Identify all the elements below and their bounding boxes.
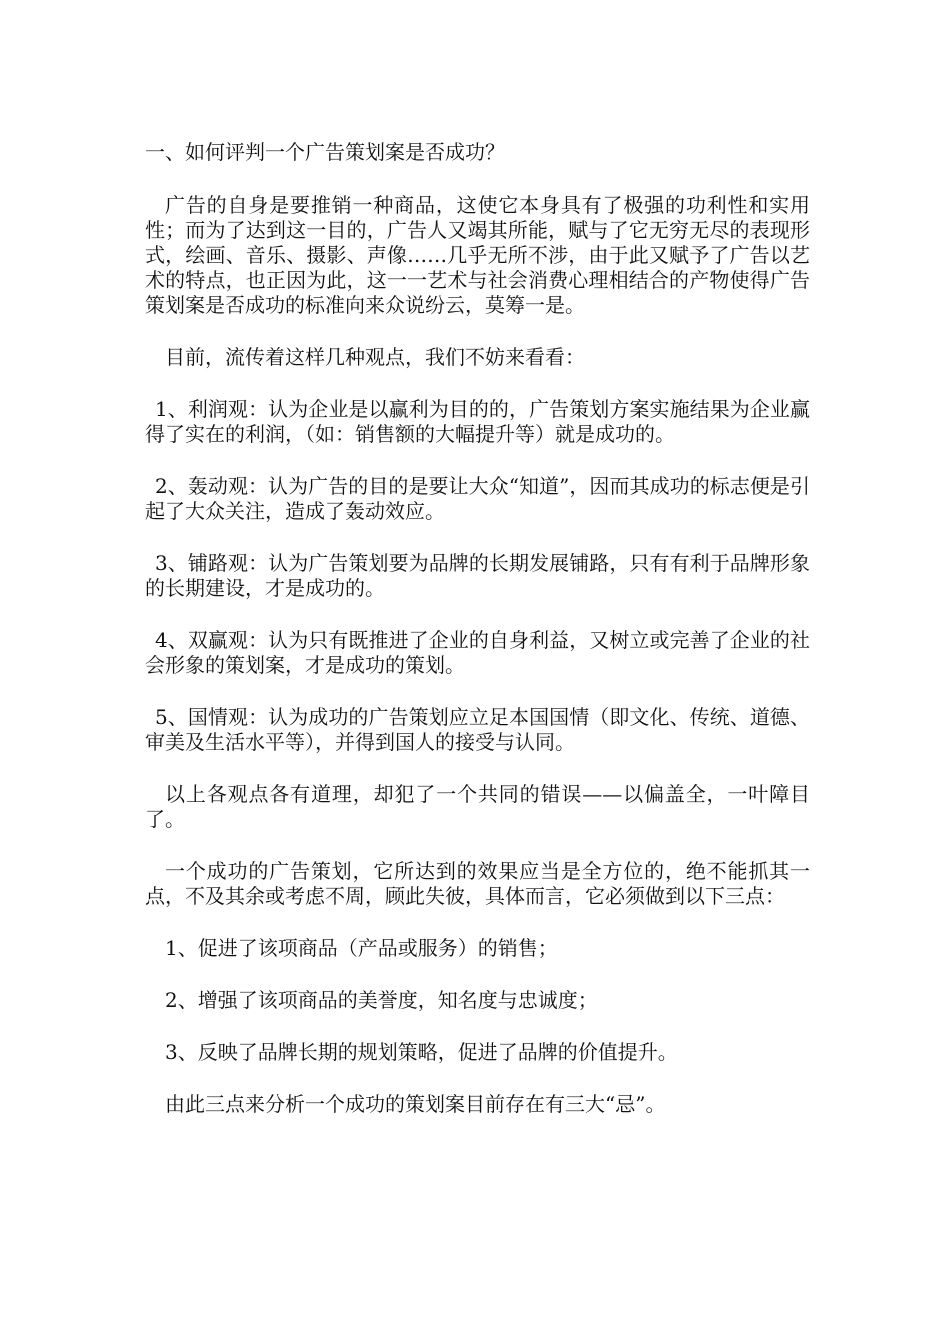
document-body xyxy=(145,140,810,1144)
criterion-sales: 1、促进了该项商品（产品或服务）的销售； xyxy=(165,936,558,960)
viewpoint-sensation: 2、轰动观：认为广告的目的是要让大众“知道”，因而其成功的标志便是引起了大众关注，造成了轰动效应。 xyxy=(145,474,810,523)
viewpoint-win-win: 4、双赢观：认为只有既推进了企业的自身利益，又树立或完善了企业的社会形象的策划案，才是成功的策划。 xyxy=(145,628,810,677)
criterion-reputation: 2、增强了该项商品的美誉度，知名度与忠诚度； xyxy=(165,988,598,1012)
viewpoint-paving: 3、铺路观：认为广告策划要为品牌的长期发展铺路，只有有利于品牌形象的长期建设，才是成功的。 xyxy=(145,551,810,600)
section-heading: 一、如何评判一个广告策划案是否成功？ xyxy=(145,140,505,164)
viewpoints-intro-paragraph: 目前，流传着这样几种观点，我们不妨来看看： xyxy=(165,345,585,369)
intro-paragraph: 广告的自身是要推销一种商品，这使它本身具有了极强的功利性和实用性；而为了达到这一目的，广告人又竭其所能，赋与了它无穷无尽的表现形式，绘画、音乐、摄影、声像……几乎无所不涉，由于此又赋予了广告以艺术的特点，也正因为此，这一一艺术与社会消费心理相结合的产物使得广告策划案是否成功的标准向来众说纷云，莫筹一是。 xyxy=(145,193,810,317)
conclusion-paragraph: 由此三点来分析一个成功的策划案目前存在有三大“忌”。 xyxy=(165,1092,666,1116)
criteria-intro-paragraph: 一个成功的广告策划，它所达到的效果应当是全方位的，绝不能抓其一点，不及其余或考虑不周，顾此失彼，具体而言，它必须做到以下三点： xyxy=(145,859,810,908)
criterion-brand-value: 3、反映了品牌长期的规划策略，促进了品牌的价值提升。 xyxy=(165,1040,678,1064)
viewpoint-national: 5、国情观：认为成功的广告策划应立足本国国情（即文化、传统、道德、审美及生活水平等），并得到国人的接受与认同。 xyxy=(145,705,810,754)
critique-paragraph: 以上各观点各有道理，却犯了一个共同的错误——以偏盖全，一叶障目了。 xyxy=(145,782,810,831)
viewpoint-profit: 1、利润观：认为企业是以赢利为目的的，广告策划方案实施结果为企业赢得了实在的利润，（如：销售额的大幅提升等）就是成功的。 xyxy=(145,397,810,446)
